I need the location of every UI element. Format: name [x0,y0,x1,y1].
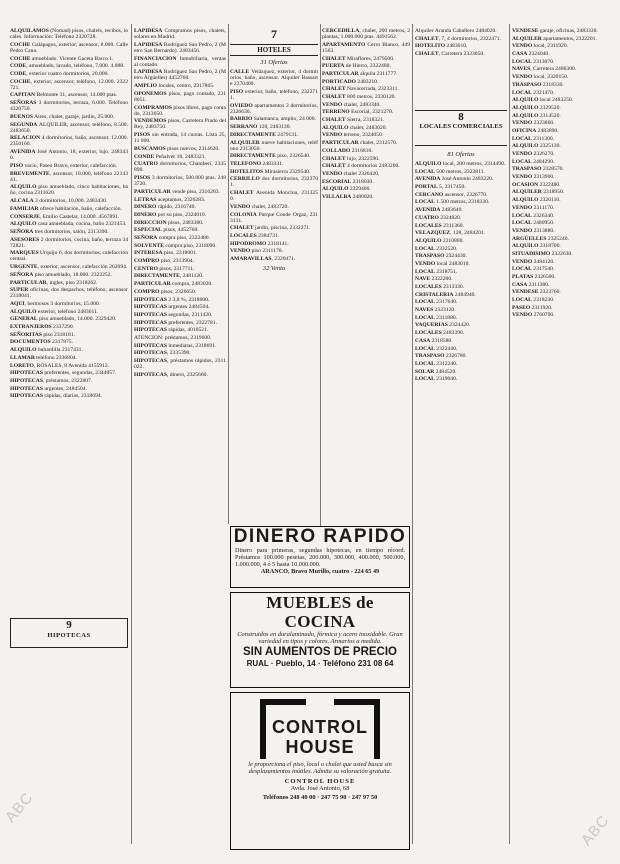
classified-ad: TERRENO Escorial, 2321270. [322,109,394,116]
classified-ad: LOCAL 2311880. [415,314,458,321]
classified-ad: VENDO 2313900. [512,174,555,181]
classified-ad: OPONEMOS pisos, pago contado, 2318051. [134,90,226,103]
column-2 [134,28,226,568]
classified-ad: LOCAL 2322440. [415,345,458,352]
classified-ad: CHALET, 7, 4 dormitorios, 2322471. [415,35,502,42]
control-signature: CONTROL HOUSE [284,777,356,785]
classified-ad: LOCAL 1.500 metros, 2318330. [415,199,490,206]
classified-ad: ALQUILO casa amueblada, cocina, baño 2321453. [10,221,127,228]
classified-ad: CERRILLO dos dormitorios, 2323701. [230,176,318,189]
classified-ad: ALQUILER nueve habitaciones, teléfono 2313050. [230,139,318,152]
classified-ad: BUENOS Aires, chalet, garaje, jardín, 25.000. [10,113,115,120]
classified-ad: LOCAL 2318751. [415,268,458,275]
classified-ad: DIRECTAMENTE, 2481120. [134,273,204,280]
classified-ad: BARRIO Salamanca, amplio, 24 000. [230,116,316,123]
classified-ad: PISO exterior, baño, teléfono, 2322711. [230,88,318,101]
classified-ad: ALQUILAMOS (Nomad) pisos, chalets, recibos, locales. Información: Teléfono 2320728. [10,28,128,41]
classified-ad: COMPRAMOS pisos libres, pago contado, 2313650. [134,104,226,117]
classified-ad: LOCAL 2312240. [415,360,458,367]
classified-ad: HIPOTECAS rápidas, 4018521. [134,327,209,334]
classified-ad: VENDESE 2323760. [512,289,561,296]
classified-ad: ASESORES 2 dormitorios, cocina, baño, terraza 3472821. [10,236,128,249]
classified-ad: COCHE Galápagos, exterior, ascensor, 8.000. Calle Pedro Cano. [10,41,128,54]
classified-ad: VENDO local 2483010. [415,260,470,267]
classified-ad: LOCAL 2326340. [512,212,555,219]
classified-ad: SEÑORA piso amueblado, 18.000. 2322252. [10,271,112,278]
logo-line-1: CONTROL [272,717,368,737]
classified-ad: FAMILIAR ofrece habitación, baño, calefacción. [10,205,122,212]
watermark-left: ABC [2,789,37,826]
classified-ad: NAVE 2322200. [415,276,453,283]
classified-ad: VENDO 2484120. [512,258,555,265]
classified-ad: LOCAL 2321470. [512,89,555,96]
classified-ad: TRASPASO 2324430. [415,253,467,260]
classified-ad: NAVES 2323120. [415,307,456,314]
classified-ad: VENDESE garaje, oficinas, 2483330. [512,28,598,34]
classified-ad: HIPOTECAS, préstamos rápidos, 2311022. [134,358,226,371]
classified-ad: ALQUILER apartamentos, 2322201. [512,35,597,42]
classified-ad: ALQUILO 2325130. [512,143,561,150]
dinero-rapido-ad [230,526,410,588]
classified-ad: COLONIA Parque Conde Orgaz, 2313131. [230,211,318,224]
classified-ad: HIPOTECAS rápidas, diarias, 2318694. [10,393,102,400]
classified-ad: CERCANO ascensor, 2326770. [415,191,488,198]
classified-ad: VENDO terreno, 2324050. [322,132,384,139]
classified-ad: BUSCAMOS pisos nuevos, 2314620. [134,145,220,152]
muebles-title: MUEBLES de COCINA [266,593,374,631]
classified-ad: TRASPASO 2318330. [512,81,564,88]
dinero-sign: ARANCO, Bravo Murillo, cuatro - 224 65 49 [260,568,380,575]
classified-ad: LOCAL 2311300. [512,135,555,142]
classified-ad: Alquiler Aranda Caballero 2484020. [415,28,497,34]
classified-ad: PUERTA de Hierro, 2322480. [322,63,391,70]
classified-ad: COLLADO 2316810. [322,147,373,154]
classified-ad: LOCAL 2484290. [512,158,555,165]
classified-ad: OCASION 2322480. [512,181,561,188]
classified-ad: AVENIDA 2483640. [415,207,463,214]
classified-ad: ALQUILO 2314520. [512,112,561,119]
section-number: 7 [271,28,277,41]
classified-ad: SEGUNDA ALQUILER, ascensor, teléfono, 8.500. 2483650. [10,121,128,134]
section-title: HOTELES [230,44,318,56]
classified-ad: SOLAR 2484520. [415,368,457,375]
classified-ad: LOCAL 2319040. [415,376,458,383]
classified-ad: VENDEMOS pisos, Carretera Prado del Rey, 2483750. [134,118,226,131]
classified-ad: ALQUILER 2318950. [512,189,565,196]
classified-ad: PARTICULAR compra, 2483020. [134,281,213,288]
classified-ad: VELAZQUEZ, 128, 2484201. [415,230,486,237]
classified-ad: AVENIDA José Antonio, 18, exterior, lujo. 2483430. [10,149,128,162]
column-4 [322,28,410,548]
classified-ad: MARQUES Urquijo 6, dos dormitorios, calefacción central. [10,250,128,263]
classified-ad: LOCALES 2384731. [230,233,280,240]
muebles-address: RUAL · Pueblo, 14 · Teléfono 231 08 64 [246,658,394,668]
logo-line-2: HOUSE [285,737,355,757]
classified-ad: LETRAS aceptamos, 2326283. [134,196,206,203]
classified-ad: CHALET lujo, 2322590. [322,155,380,162]
classified-ad: DOCUMENTOS 2317875. [10,339,73,346]
classified-ad: DIRECCION pisos, 2483380. [134,219,204,226]
classified-ad: CHALET Avenida Moncloa, 2313250. [230,190,318,203]
classified-ad: HIPOTECAS segundas, 2311420. [134,311,213,318]
classified-ad: DINERO por su piso, 2324010. [134,211,207,218]
classified-ad: OVIEDO apartamentos 2 dormitorios, 2326630. [230,102,318,115]
classified-ad: ARGÜELLES 2325240. [512,235,569,242]
classified-ad: PARTICULAR alquila 2311777. [322,70,398,77]
classified-ad: DIRECTAMENTE 2479131. [230,131,299,138]
classified-ad: CALLE Velázquez, exterior, 4 dormitorios, baño, ascensor. Alquiler Bassarte 2370400. [230,69,318,88]
classified-ad: CRISTALERIA 2484940. [415,291,476,298]
classified-ad: CHALET Sierra, 2318321. [322,117,385,124]
classified-ad: HIPOTECAS inmediatas, 2318691. [134,342,217,349]
classified-ad: HIPODROMO 2318141. [230,240,289,247]
classified-ad: VAQUERIAS 2324420. [415,322,471,329]
classified-ad: INTERESA piso, 2318001. [134,250,198,257]
classified-ad: CODE, amueblado, lavado, teléfono, 7.000. 4.888. [10,63,125,70]
classified-ad: TRASPASO 2328570. [512,166,564,173]
classified-ad: LOCAL 500 metros, 2323811. [415,168,485,175]
classified-ad: SOLVENTE compra piso, 2318090. [134,242,217,249]
column-3 [230,28,318,328]
classified-ad: LAPIDESA Compramos pisos, chalets, solares en Madrid. [134,28,226,41]
classified-ad: ESCORIAL 2318030. [322,178,374,185]
control-house-logo [250,699,390,759]
classified-ad: SERRANO 128, 2483130. [230,124,291,131]
classified-ad: LOCAL 2317640. [415,299,458,306]
classified-ad: ALQUILO 2329520. [512,104,561,111]
classified-ad: COMPRO pisos, 2326650. [134,288,197,295]
classified-ad: CAPITAN Belmonte 31, ascensor, 14.000 ptas. [10,92,118,99]
classified-ad: TELEFONO 2483331. [230,160,284,167]
classified-ad: PARTICULAR chalet, 2312570. [322,140,398,147]
classified-ad: VENDO 2323860. [512,120,555,127]
classified-ad: DINERO rápido, 2316740. [134,204,196,211]
classified-ad: ALQUILO 2320110. [512,197,561,204]
classified-ad: FINANCIACION Inmobiliaria, ventas al contado. [134,55,226,68]
classified-ad: VENDO chalet, 2483720. [230,203,289,210]
classified-ad: AQUI, hermosos 3 dormitorios, 15.000. [10,301,101,307]
classified-ad: NAVES, Carretera 2486300. [512,66,577,73]
classified-ad: ALQUILO 2318700. [512,243,561,250]
section-subtitle-venta: 32 Venta [262,265,286,273]
classified-ad: HIPOTECAS urgentes 2484504. [134,304,210,311]
classified-ad: LOCALES 2483390. [415,330,465,337]
classified-ad: ALQUILO 2310800. [415,237,464,244]
classified-ad: HIPOTECAS preferentes, 2322781. [134,319,217,326]
classified-ad: LOCAL 2480950. [512,220,555,227]
classified-ad: HOTELITO 2483010. [415,43,468,50]
classified-ad: VENDO 2760790. [512,312,555,319]
dinero-title: DINERO RAPIDO [233,526,407,547]
classified-ad: PORTICADO 2483210. [322,78,379,85]
classified-ad: HIPOTECAS preferentes, segundas, 2344057. [10,370,117,377]
classified-ad: APARTAMENTO Cerro Blanco, 4491563. [322,41,410,54]
classified-ad: CONSERJE, Emilio Castelar, 14.000. 4567891. [10,213,120,220]
classified-ad: VENDO 2326270. [512,151,555,157]
classified-ad: CHALET jardín, piscina, 2332271. [230,225,311,232]
control-address: Avda. José Antonio, 68 [290,784,350,792]
classified-ad: SEÑORAS 3 dormitorios, terraza, 6.000. Teléfono 4320750. [10,100,128,113]
hipotecas-number: 9 [66,619,72,631]
classified-ad: CENTRO pisos, 2317711. [134,265,195,272]
classified-ad: PASEO 2311920. [512,304,553,311]
classified-ad: BREVEMENTE, ascensor, 18.000, teléfono 2214341. [10,170,128,183]
muebles-cocina-ad [230,592,410,688]
classified-ad: AMARAVILLAS, 2320471. [230,256,296,263]
classified-ad: URGENTE, exterior, ascensor, calefacción 262094. [10,264,128,271]
classified-ad: VENDO chalet, 2483340. [322,101,381,108]
control-phones: Teléfonos 248 40 00 · 247 75 90 · 247 97 50 [262,793,378,801]
classified-ad: CASA 2318580. [415,337,453,344]
classified-ad: EXTRANJEROS 2337290. [10,324,75,331]
classified-ad: LOCAL 2318230. [512,297,555,304]
classified-ad: OFICINA 2483890. [512,127,559,134]
section-subtitle-ofertas: 31 Ofertas [260,59,288,66]
classified-ad: PISO vacío, Paseo Bravo, exterior, calefacción. [10,162,118,169]
classified-ad: CASA 2311380. [512,281,550,288]
classified-ad: DIRECTAMENTE piso, 2326540. [230,153,311,160]
classified-ad: HIPOTECAS urgentes, 2484504. [10,385,87,392]
classified-ad: SITUADISIMO 2322630. [512,250,573,257]
muebles-body: Construidos en duralaminado, fórmica y acero inoxidable. Gran variedad en tipos y colores. Armarios a medida. [237,631,403,646]
classified-ad: PORTAL 5, 2317450. [415,184,466,191]
classified-ad: COCHE, exterior, ascensor, teléfono, 12.000. 2322721. [10,78,128,91]
classified-ad: AMPLIO locales, centro, 2317865. [134,83,215,90]
classified-ad: CHALET 800 metros, 2330120. [322,94,396,100]
classified-ad: CHALET Navacerrada, 2323311. [322,86,399,93]
classified-ad: ALQUILO 2329400. [322,186,371,193]
classified-ad: CUATRO 2324820. [415,214,462,221]
classified-ad: LOCAL 2313070. [512,58,555,65]
classified-ad: HIPOTECAS, préstamos, 2322807. [10,377,93,384]
classified-ad: CONDE Peñalver 18, 2483321. [134,153,206,160]
classified-ad: SEÑORA tres dormitorios, salón, 2313390. [10,228,109,235]
classified-ad: PARTICULAR vende piso, 2316283. [134,188,220,195]
classified-ad: HOTELITOS Mirasierra 2329540. [230,168,311,175]
classified-ad: AVENIDA José Antonio 2483220. [415,176,494,183]
classified-ad: CERCEDILLA, chalet, 200 metros, 2 plantas, 1.000.000 ptas. 4491562. [322,28,410,41]
watermark-right: ABC [578,812,613,849]
classified-ad: VENDO 2313880. [512,227,555,234]
classified-ad: VENDO piso 2311170. [230,248,283,255]
hipotecas-title: HIPOTECAS [47,632,91,639]
classified-ad: PISOS 3 dormitorios, 500.000 ptas. 2483720. [134,175,226,188]
classified-ad: CODE, exterior cuatro dormitorios, 20.000. [10,70,109,77]
dinero-body: Dinero para primeras, segundas hipotecas, en tiempo récord. Préstamos 100.000 pesetas, 200.000, 300.000, 400.000, 500.000, 1.000.000, 4 ó 5 hasta 10.000.000. [235,547,405,568]
classified-ad: PARTICULAR, ingles, piso 2318262. [10,279,98,286]
classified-ad: LORETO, ROSALES, 8 Avenida 4155912. [10,362,110,369]
classified-ad: PISOS sin entrada, 14 cuotas. Lista 25, 11 000. [134,132,226,145]
classified-ad: ALQUILO buhardilla 2317431. [10,347,83,354]
classified-ad: ALQUILO chalet, 2483020. [322,124,387,131]
hipotecas-header [10,618,128,648]
locales-subtitle: 81 Ofertas [447,151,475,158]
classified-ad: CHALET 4 dormitorios 2483200. [322,163,400,170]
classified-ad: VENDO 2311170. [512,204,555,211]
classified-ad: VENDO local, 2311920. [512,43,569,50]
classified-ad: LAPIDESA Rodríguez San Pedro, 2 (Metro San Bernardo). 2483456. [134,41,226,54]
classified-ad: SEÑORITAS piso 2318181. [10,331,76,338]
locales-title: LOCALES COMERCIALES [419,123,503,130]
classified-ad: CHALET Miraflores, 2479500. [322,55,395,62]
classified-ad: VENDO chalet 2326420. [322,170,380,177]
classified-ad: LOCAL 2317540. [512,266,555,273]
classified-ad: HIPOTECAS, dinero, 2325660. [134,371,208,378]
classified-ad: CHALET, Carretera 2323050. [415,51,485,58]
column-6 [512,28,612,828]
classified-ad: SUPER oficinas, dos despachos, teléfono, ascensor 2318041. [10,287,128,300]
classified-ad: LOCAL 2332520. [415,245,458,252]
classified-ad: TRASPASO 2326780. [415,353,467,360]
classified-ad: CUATRO dormitorios, Chamberí, 2335890. [134,161,226,174]
muebles-slogan: SIN AUMENTOS DE PRECIO [243,645,397,658]
classified-ad: ALCALA 3 dormitorios, 10.000. 2483430. [10,198,108,205]
classified-ad: SEÑORA compra piso, 2322480. [134,235,210,241]
locales-header [415,110,507,146]
classified-ad: LAPIDESA Rodríguez San Pedro, 2 (Metro Argüelles) 4452760. [134,69,226,82]
control-body: le proporciona el piso, local o chalet que usted busca sin desplazamientos inútiles. Admita su valoración gratuita. [248,761,392,776]
classified-ad: RELACION 4 dormitorios, baño, ascensor, 12.000. 2350160. [10,135,128,148]
column-1 [10,28,128,824]
classified-ad: VENDO local, 2320150. [512,74,569,81]
classified-ad: ALQUILO local 2483250. [512,97,574,104]
classified-ad: VILLALBA 2480020. [322,193,374,200]
classified-ad: GENERAL piso amueblado, 14.000. 2329420. [10,316,117,323]
locales-number: 8 [458,111,464,123]
classified-ad: ATENCION: préstamos, 2319600. [134,334,212,341]
classified-ad: ESPECIAL pisos, 4452760. [134,227,199,234]
classified-ad: COMPRO piso, 2313904. [134,258,194,265]
classified-ad: COCHE amueblado. Vicente Gaceta Barco 1. [10,55,114,62]
classified-ad: LOCALES 2313330. [415,284,465,290]
classified-ad: HIPOTECAS 2 3,8 %, 2318000. [134,296,210,303]
classified-ad: HIPOTECAS, 2335390. [134,350,191,357]
classified-ad: PLATAS 2326500. [512,274,556,280]
classified-ad: ALQUILO piso amueblado, cinco habitaciones, baño, cocina 2311620. [10,184,128,197]
classified-ad: LLAMAR teléfono 2336804. [10,354,77,361]
classified-ad: ALQUILO exterior, teléfono 2483611. [10,308,99,315]
control-house-ad [230,692,410,850]
classified-ad: ALQUILO local, 200 metros, 2314490. [415,161,506,167]
classified-ad: LOCALES 2311360. [415,222,464,229]
classified-ad: CASA 2324040. [512,51,550,58]
column-5 [415,28,507,828]
